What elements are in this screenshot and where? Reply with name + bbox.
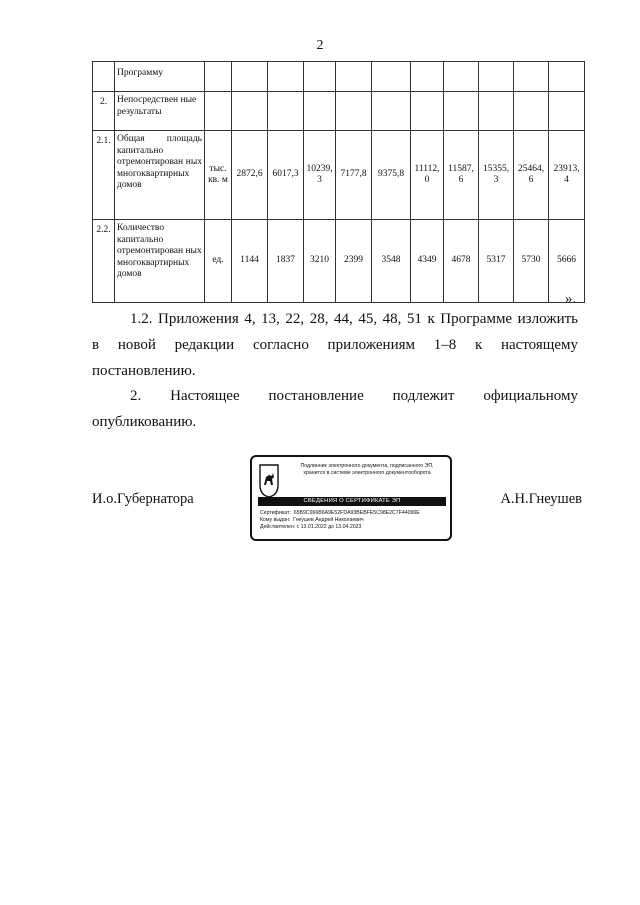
row-value: 3548 xyxy=(372,220,411,303)
row-value: 3210 xyxy=(304,220,336,303)
table-row xyxy=(93,220,585,303)
row-value xyxy=(549,92,585,131)
row-value: 7177,8 xyxy=(336,131,372,220)
row-name: Количество капитально отремонтирован ных многоквартирных домов xyxy=(115,220,205,303)
row-name xyxy=(115,131,205,220)
paragraph-line: в новой редакции согласно приложениям 1–8 к настоящему xyxy=(92,337,578,353)
paragraph-publication xyxy=(92,383,578,435)
paragraph-amendment xyxy=(92,306,578,384)
stamp-validity: Действителен: с 13.01.2022 до 13.04.2023 xyxy=(260,524,362,530)
row-unit xyxy=(205,62,232,92)
row-number: 2. xyxy=(93,92,115,131)
row-value xyxy=(411,92,444,131)
row-unit xyxy=(205,92,232,131)
row-value: 23913, 4 xyxy=(549,131,585,220)
row-value xyxy=(444,92,479,131)
table-row xyxy=(93,92,585,131)
digital-signature-stamp xyxy=(250,455,452,541)
row-value xyxy=(372,62,411,92)
stamp-certificate: Сертификат: 65B9C966B6A9E52FDA93BEBFE5C98E2C7F44096E xyxy=(260,510,420,516)
row-value: 5730 xyxy=(514,220,549,303)
row-value: 2872,6 xyxy=(232,131,268,220)
row-value: 4678 xyxy=(444,220,479,303)
row-value xyxy=(232,92,268,131)
stamp-title-bar: СВЕДЕНИЯ О СЕРТИФИКАТЕ ЭП xyxy=(258,497,446,506)
row-name: Непосредствен ные результаты xyxy=(115,92,205,131)
row-value xyxy=(268,62,304,92)
row-value xyxy=(372,92,411,131)
row-value: 11112, 0 xyxy=(411,131,444,220)
results-table xyxy=(92,61,585,303)
row-value: 6017,3 xyxy=(268,131,304,220)
row-value: 5317 xyxy=(479,220,514,303)
table-row xyxy=(93,62,585,92)
paragraph-line: 1.2. Приложения 4, 13, 22, 28, 44, 45, 48, 51 к Программе изложить xyxy=(130,311,578,327)
row-name-first-line: Общая площадь xyxy=(117,134,202,144)
row-value: 4349 xyxy=(411,220,444,303)
row-value xyxy=(549,62,585,92)
row-value: 1837 xyxy=(268,220,304,303)
stamp-header: Подлинник электронного документа, подписанного ЭП, хранится в системе электронного документооборота xyxy=(300,463,434,476)
row-value xyxy=(304,92,336,131)
row-value: 2399 xyxy=(336,220,372,303)
row-value: 25464, 6 xyxy=(514,131,549,220)
row-value xyxy=(304,62,336,92)
signatory-position: И.о.Губернатора xyxy=(92,491,194,507)
page-number: 2 xyxy=(316,38,324,53)
coat-of-arms-icon xyxy=(258,463,280,499)
stamp-issued-to: Кому выдан: Гнеушев Андрей Николаевич xyxy=(260,517,364,523)
row-number: 2.1. xyxy=(93,131,115,220)
paragraph-line: постановлению. xyxy=(92,363,196,379)
table-row xyxy=(93,131,585,220)
row-unit: тыс. кв. м xyxy=(205,131,232,220)
row-value xyxy=(411,62,444,92)
row-value xyxy=(444,62,479,92)
row-number: 2.2. xyxy=(93,220,115,303)
row-value xyxy=(232,62,268,92)
row-value xyxy=(336,92,372,131)
row-name-rest: капитально отремонтирован ных многоквартирных домов xyxy=(117,145,202,190)
row-value xyxy=(514,62,549,92)
row-unit: ед. xyxy=(205,220,232,303)
signatory-name: А.Н.Гнеушев xyxy=(500,491,582,507)
row-value xyxy=(336,62,372,92)
row-value: 9375,8 xyxy=(372,131,411,220)
row-value: 1144 xyxy=(232,220,268,303)
closing-quote: ». xyxy=(565,291,577,307)
row-value xyxy=(479,92,514,131)
row-value xyxy=(514,92,549,131)
paragraph-line: опубликованию. xyxy=(92,414,197,430)
row-value: 10239, 3 xyxy=(304,131,336,220)
row-value: 5666 xyxy=(549,220,585,303)
row-name: Программу xyxy=(115,62,205,92)
row-value xyxy=(479,62,514,92)
row-value xyxy=(268,92,304,131)
row-value: 11587, 6 xyxy=(444,131,479,220)
paragraph-line: 2. Настоящее постановление подлежит официальному xyxy=(130,388,578,404)
row-value: 15355, 3 xyxy=(479,131,514,220)
row-number xyxy=(93,62,115,92)
